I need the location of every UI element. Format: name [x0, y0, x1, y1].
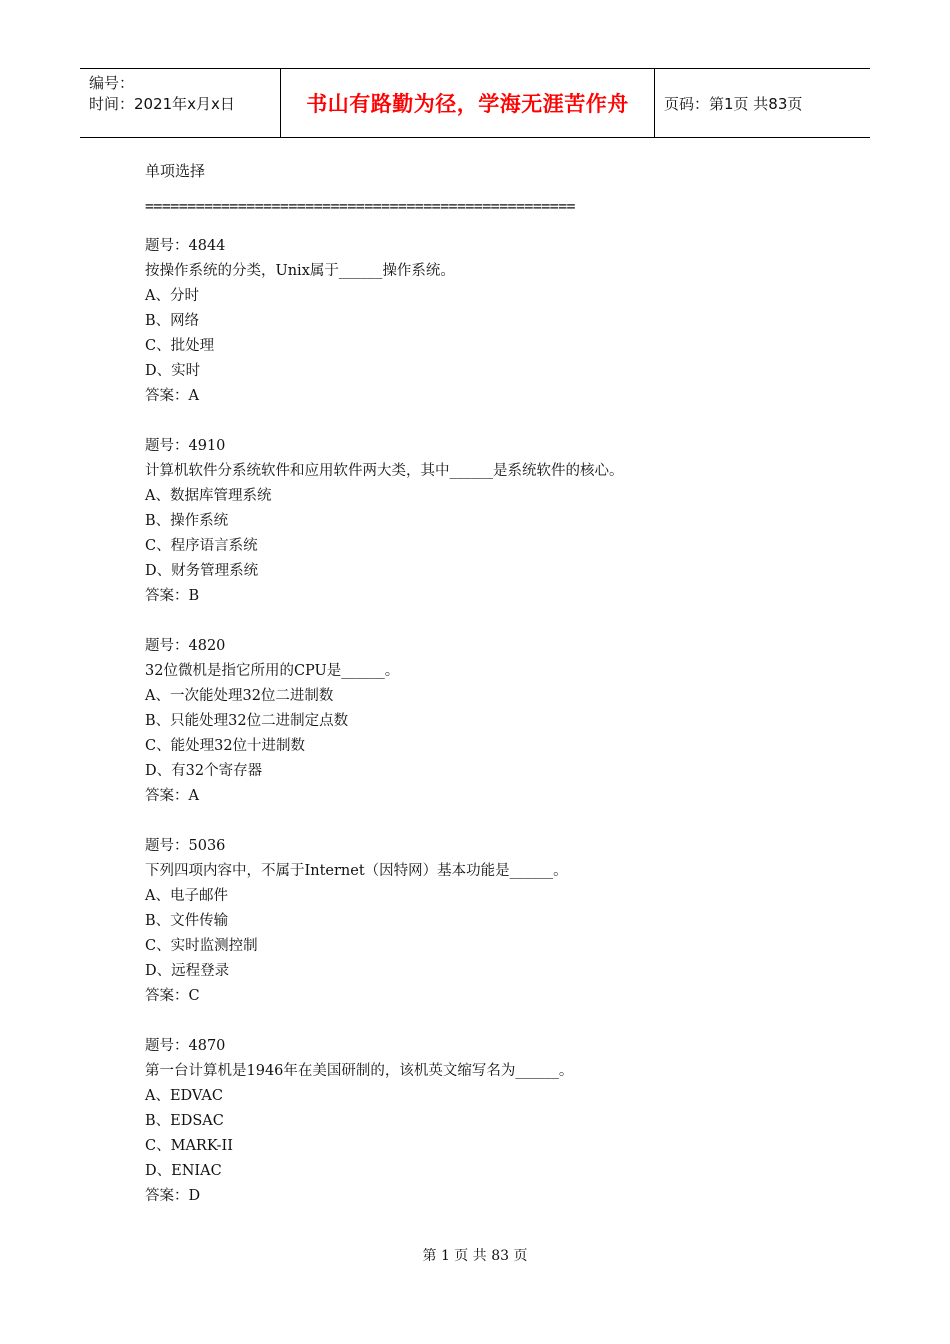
question-answer: 答案：A — [145, 388, 199, 404]
option-b: B、网络 — [145, 313, 200, 329]
question-stem: 按操作系统的分类，Unix属于______操作系统。 — [145, 263, 455, 279]
question-stem: 下列四项内容中，不属于Internet（因特网）基本功能是______。 — [145, 863, 568, 879]
header-page-info: 页码：第1页 共83页 — [664, 94, 803, 113]
option-b: B、EDSAC — [145, 1113, 224, 1129]
option-d: D、ENIAC — [145, 1163, 222, 1179]
question-id: 题号：4870 — [145, 1038, 226, 1054]
question-id: 题号：4844 — [145, 238, 226, 254]
option-a: A、电子邮件 — [145, 888, 228, 904]
option-b: B、操作系统 — [145, 513, 229, 529]
question-stem: 计算机软件分系统软件和应用软件两大类，其中______是系统软件的核心。 — [145, 463, 624, 479]
option-a: A、数据库管理系统 — [145, 488, 272, 504]
option-a: A、EDVAC — [145, 1088, 223, 1104]
option-d: D、有32个寄存器 — [145, 763, 263, 779]
question-stem: 第一台计算机是1946年在美国研制的，该机英文缩写名为______。 — [145, 1063, 574, 1079]
question-item — [145, 434, 845, 609]
divider-line: =================================================== — [145, 197, 575, 215]
time-label: 时间：2021年x月x日 — [89, 95, 235, 113]
question-item — [145, 634, 845, 809]
question-item — [145, 834, 845, 1009]
option-d: D、远程登录 — [145, 963, 230, 979]
question-id: 题号：4820 — [145, 638, 226, 654]
option-c: C、MARK-II — [145, 1138, 233, 1154]
question-answer: 答案：A — [145, 788, 199, 804]
option-b: B、文件传输 — [145, 913, 229, 929]
option-b: B、只能处理32位二进制定点数 — [145, 713, 349, 729]
option-c: C、程序语言系统 — [145, 538, 258, 554]
option-a: A、分时 — [145, 288, 199, 304]
number-label: 编号： — [89, 74, 135, 92]
question-answer: 答案：C — [145, 988, 200, 1004]
option-a: A、一次能处理32位二进制数 — [145, 688, 334, 704]
question-list — [145, 234, 845, 1234]
question-id: 题号：4910 — [145, 438, 226, 454]
section-title: 单项选择 — [145, 162, 206, 180]
question-answer: 答案：B — [145, 588, 200, 604]
header-meta — [80, 69, 281, 137]
header-motto: 书山有路勤为径，学海无涯苦作舟 — [281, 69, 655, 137]
option-d: D、财务管理系统 — [145, 563, 259, 579]
question-item — [145, 234, 845, 409]
option-c: C、能处理32位十进制数 — [145, 738, 306, 754]
question-answer: 答案：D — [145, 1188, 201, 1204]
question-id: 题号：5036 — [145, 838, 226, 854]
question-item — [145, 1034, 845, 1209]
question-stem: 32位微机是指它所用的CPU是______。 — [145, 663, 400, 679]
option-c: C、实时监测控制 — [145, 938, 258, 954]
page-footer: 第 1 页 共 83 页 — [422, 1248, 528, 1264]
option-c: C、批处理 — [145, 338, 215, 354]
document-header — [80, 68, 870, 138]
option-d: D、实时 — [145, 363, 201, 379]
